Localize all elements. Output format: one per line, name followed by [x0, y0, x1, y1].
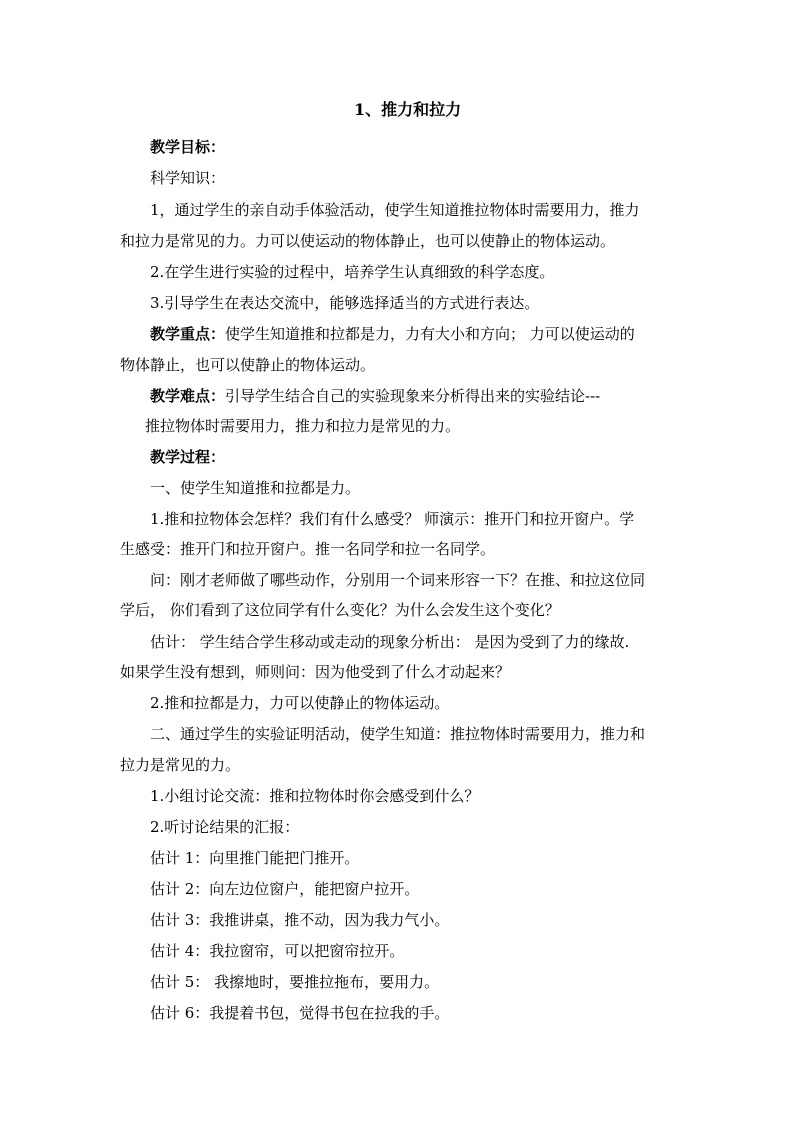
objective-1-line-b: 和拉力是常见的力。力可以使运动的物体静止，也可以使静止的物体运动。: [120, 232, 616, 250]
s1-estimate-line-a: 估计： 学生结合学生移动或走动的现象分析出： 是因为受到了力的缘故.: [150, 633, 630, 651]
s2-item1: 1.小组讨论交流：推和拉物体时你会感受到什么？: [150, 787, 480, 805]
key-point-text: 使学生知道推和拉都是力，力有大小和方向； 力可以使运动的: [225, 325, 635, 343]
difficulty-label: 教学难点：: [150, 387, 226, 405]
section-2-line-a: 二、通过学生的实验证明活动，使学生知道：推拉物体时需要用力，推力和: [150, 725, 646, 743]
s1-question-line-b: 学后， 你们看到了这位同学有什么变化？为什么会发生这个变化？: [120, 601, 560, 619]
s1-estimate-line-b: 如果学生没有想到，师则问：因为他受到了什么才动起来？: [120, 663, 511, 681]
estimate-item: 估计 6：我提着书包，觉得书包在拉我的手。: [150, 1004, 450, 1022]
key-point-line-b: 物体静止，也可以使静止的物体运动。: [120, 356, 376, 374]
key-point-line-a: [150, 324, 635, 344]
difficulty-line-b: 推拉物体时需要用力，推力和拉力是常见的力。: [145, 417, 461, 435]
section-2-line-b: 拉力是常见的力。: [120, 756, 241, 774]
objective-2: 2.在学生进行实验的过程中，培养学生认真细致的科学态度。: [150, 263, 555, 281]
page-title: 1、推力和拉力: [354, 100, 462, 119]
s1-question-line-a: 问：刚才老师做了哪些动作，分别用一个词来形容一下？在推、和拉这位同: [150, 571, 646, 589]
estimate-item: 估计 2：向左边位窗户，能把窗户拉开。: [150, 880, 420, 898]
s1-item1-line-b: 生感受：推开门和拉开窗户。推一名同学和拉一名同学。: [120, 540, 496, 558]
key-point-label: 教学重点：: [150, 325, 226, 343]
process-heading: 教学过程：: [150, 448, 226, 466]
objectives-heading: 教学目标：: [150, 138, 226, 156]
difficulty-line-a: [150, 386, 600, 406]
objective-3: 3.引导学生在表达交流中，能够选择适当的方式进行表达。: [150, 294, 540, 312]
estimate-item: 估计 3：我推讲桌，推不动，因为我力气小。: [150, 911, 450, 929]
estimate-item: 估计 5： 我擦地时，要推拉拖布，要用力。: [150, 973, 440, 991]
objective-1-line-a: 1，通过学生的亲自动手体验活动，使学生知道推拉物体时需要用力，推力: [150, 201, 640, 219]
estimate-item: 估计 4：我拉窗帘，可以把窗帘拉开。: [150, 942, 405, 960]
section-1-heading: 一、使学生知道推和拉都是力。: [150, 479, 361, 497]
estimate-item: 估计 1：向里推门能把门推开。: [150, 849, 360, 867]
s2-item2: 2.听讨论结果的汇报：: [150, 818, 300, 836]
knowledge-heading: 科学知识：: [150, 169, 226, 187]
s1-item2: 2.推和拉都是力，力可以使静止的物体运动。: [150, 694, 450, 712]
difficulty-text: 引导学生结合自己的实验现象来分析得出来的实验结论---: [225, 387, 601, 405]
s1-item1-line-a: 1.推和拉物体会怎样？我们有什么感受？ 师演示：推开门和拉开窗户。学: [150, 510, 635, 528]
